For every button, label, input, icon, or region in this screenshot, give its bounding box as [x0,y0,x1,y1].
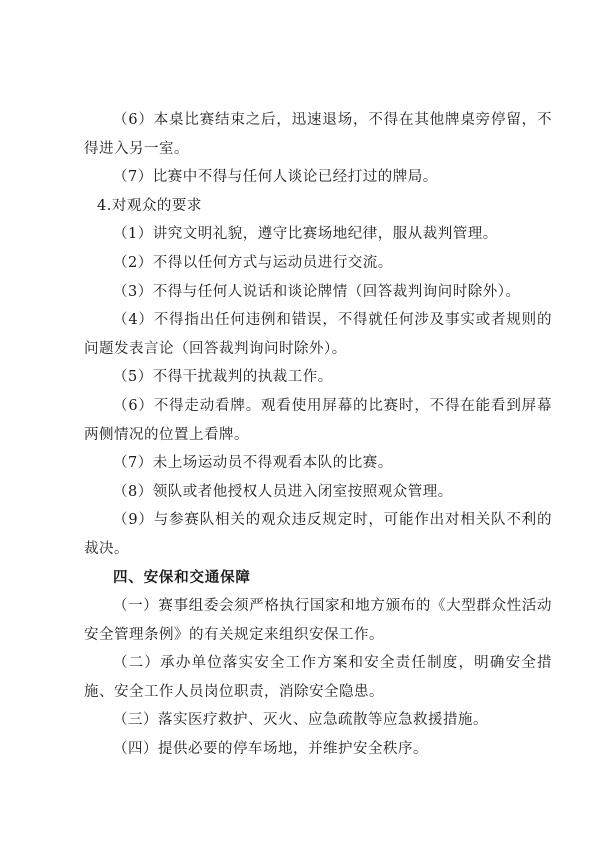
paragraph: （7）比赛中不得与任何人谈论已经打过的牌局。 [113,169,438,186]
paragraph: （5）不得干扰裁判的执裁工作。 [113,369,333,386]
section-heading: 四、安保和交通保障 [113,569,251,586]
paragraph: （2）不得以任何方式与运动员进行交流。 [113,254,393,271]
paragraph: （4）不得指出任何违例和错误，不得就任何涉及事实或者规则的问题发表言论（回答裁判询问时除外）。 [84,312,552,357]
document-body [84,106,552,764]
paragraph: （1）讲究文明礼貌，遵守比赛场地纪律，服从裁判管理。 [113,226,498,243]
paragraph: （一）赛事组委会须严格执行国家和地方颁布的《大型群众性活动安全管理条例》的有关规定来组织安保工作。 [84,598,552,643]
paragraph: （三）落实医疗救护、灭火、应急疏散等应急救援措施。 [113,712,488,729]
paragraph: （四）提供必要的停车场地，并维护安全秩序。 [113,741,428,758]
paragraph: （二）承办单位落实安全工作方案和安全责任制度，明确安全措施、安全工作人员岗位职责，消除安全隐患。 [84,655,552,700]
paragraph: （3）不得与任何人说话和谈论牌情（回答裁判询问时除外）。 [113,283,521,300]
paragraph: （6）不得走动看牌。观看使用屏幕的比赛时，不得在能看到屏幕两侧情况的位置上看牌。 [84,397,552,443]
paragraph: （8）领队或者他授权人员进入闭室按照观众管理。 [113,483,453,500]
paragraph: （6）本桌比赛结束之后，迅速退场，不得在其他牌桌旁停留，不得进入另一室。 [84,112,552,157]
subsection-heading: 4.对观众的要求 [97,197,202,214]
paragraph: （9）与参赛队相关的观众违反规定时，可能作出对相关队不利的裁决。 [84,512,552,557]
paragraph: （7）未上场运动员不得观看本队的比赛。 [113,455,393,472]
